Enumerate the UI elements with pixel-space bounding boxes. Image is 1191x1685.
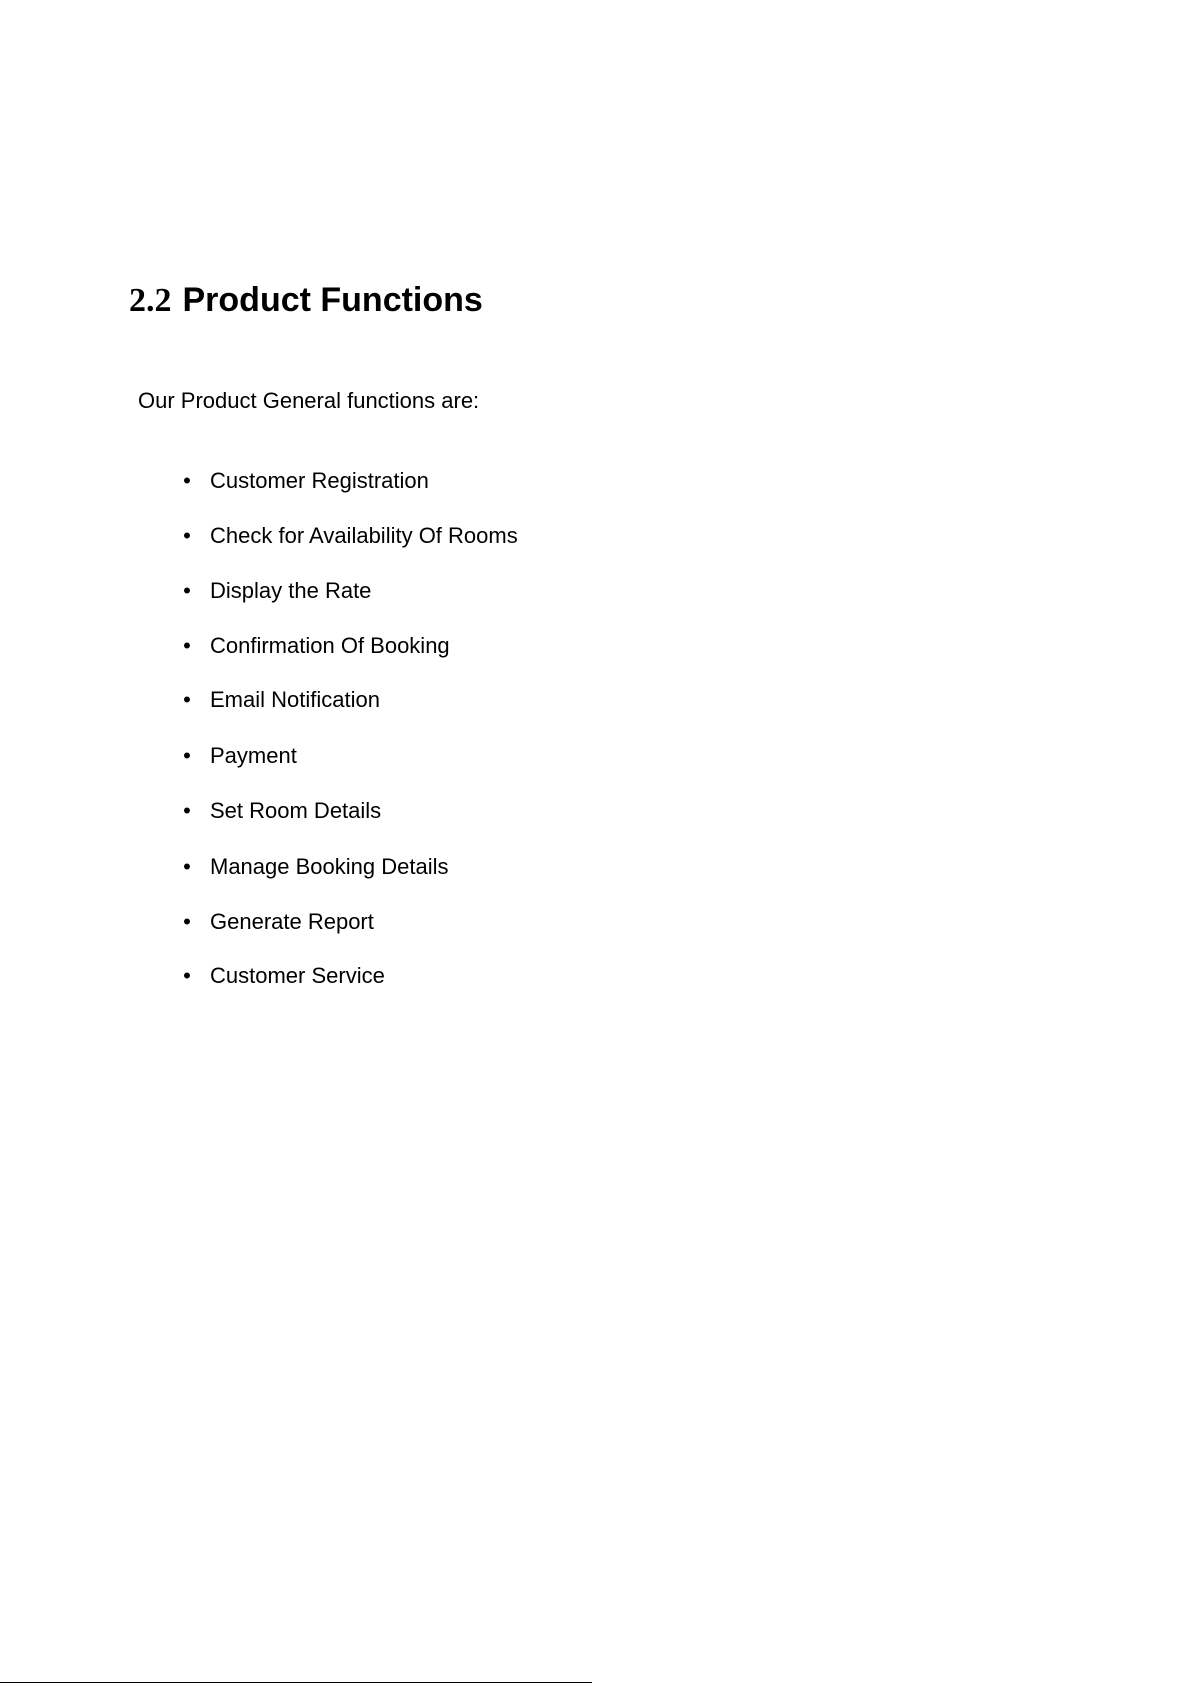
list-item-label: Manage Booking Details (210, 854, 449, 879)
bullet-icon: • (183, 633, 191, 658)
bullet-icon: • (183, 798, 191, 823)
bullet-icon: • (183, 468, 191, 493)
list-item-label: Check for Availability Of Rooms (210, 523, 518, 548)
bullet-icon: • (183, 854, 191, 879)
list-item-label: Set Room Details (210, 798, 382, 823)
footnote-separator (0, 1682, 592, 1683)
bullet-icon: • (183, 523, 191, 548)
list-item-label: Customer Registration (210, 468, 429, 493)
bullet-icon: • (183, 578, 191, 603)
list-item-label: Payment (210, 743, 297, 768)
bullet-icon: • (183, 687, 191, 712)
list-item-label: Confirmation Of Booking (210, 633, 450, 658)
list-item-label: Generate Report (210, 909, 374, 934)
list-item-label: Display the Rate (210, 578, 372, 603)
intro-paragraph: Our Product General functions are: (138, 388, 480, 413)
list-item-label: Email Notification (210, 687, 380, 712)
section-title: Product Functions (182, 281, 483, 319)
list-item-label: Customer Service (210, 963, 385, 988)
section-heading (129, 283, 483, 318)
section-number: 2.2 (129, 282, 172, 319)
bullet-icon: • (183, 963, 191, 988)
bullet-icon: • (183, 743, 191, 768)
bullet-icon: • (183, 909, 191, 934)
